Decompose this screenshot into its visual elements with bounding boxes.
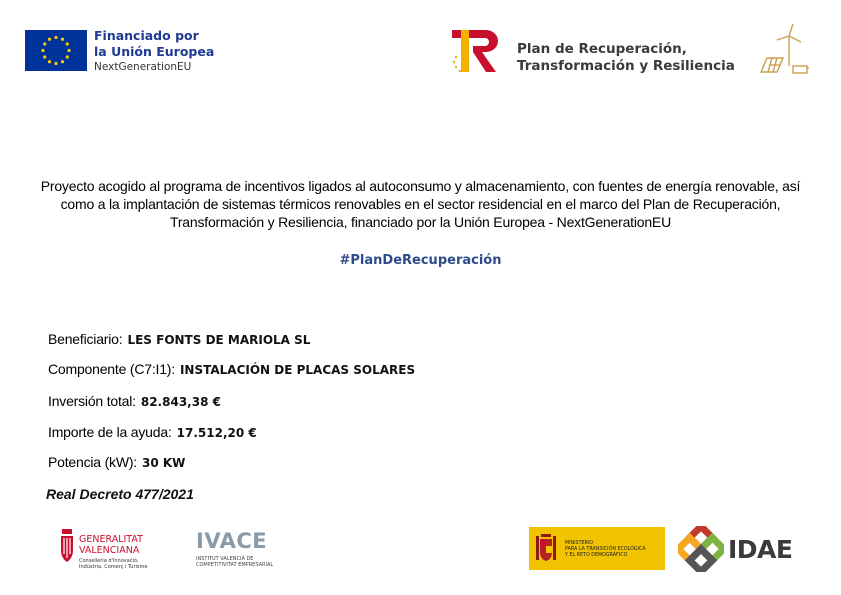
eu-star: [61, 38, 64, 41]
project-description: Proyecto acogido al programa de incentivos ligados al autoconsumo y almacenamiento, con fuentes de energía renovable, así como a la implantación de sistemas térmicos renovables en el sector residencial en el marco del Plan de Recuperación, Transformación y Resiliencia, financiado por la Unión Europea - NextGenerationEU: [40, 178, 801, 230]
detail-value: 17.512,20 €: [176, 426, 257, 440]
eu-star: [61, 60, 64, 63]
eu-funding-line-3: NextGenerationEU: [94, 61, 192, 73]
eu-star: [48, 38, 51, 41]
prtr-title-line-2: Transformación y Resiliencia: [517, 58, 735, 74]
detail-value: 30 KW: [142, 456, 186, 470]
prtr-logo: [450, 27, 506, 75]
eu-funding-line-1: Financiado por: [94, 28, 199, 43]
detail-row-beneficiario: [48, 331, 310, 347]
eu-star: [54, 36, 57, 39]
detail-row-importe: [48, 424, 257, 440]
ivace-line-1: INSTITUT VALENCIÀ DE: [196, 556, 254, 562]
detail-label: Inversión total:: [48, 393, 136, 409]
ivace-line-2: COMPETITIVITAT EMPRESARIAL: [196, 562, 274, 568]
gva-line-4: Indústria, Comerç i Turisme: [79, 564, 148, 570]
detail-label: Componente (C7:I1):: [48, 361, 175, 377]
detail-label: Beneficiario:: [48, 331, 123, 347]
detail-row-componente: [48, 361, 415, 377]
eu-funding-line-2: la Unión Europea: [94, 44, 215, 59]
detail-label: Potencia (kW):: [48, 454, 137, 470]
eu-star: [66, 42, 69, 45]
eu-star: [48, 60, 51, 63]
windmill-solar-icon: [757, 22, 813, 78]
idae-logo-word: IDAE: [728, 535, 793, 564]
eu-flag-logo: [25, 30, 87, 71]
eu-star: [54, 62, 57, 65]
gva-line-3: Conselleria d'Innovació,: [79, 558, 139, 564]
generalitat-shield-icon: [59, 527, 75, 567]
spain-coat-of-arms-icon: [533, 530, 559, 567]
gva-line-2: VALENCIANA: [79, 545, 140, 556]
ministerio-line-2: PARA LA TRANSICIÓN ECOLÓGICA: [565, 547, 646, 552]
eu-star: [43, 55, 46, 58]
idae-knot-icon: [678, 526, 724, 572]
eu-star: [66, 55, 69, 58]
hashtag: #PlanDeRecuperación: [339, 253, 502, 268]
decree-reference: Real Decreto 477/2021: [46, 486, 194, 502]
detail-row-inversion: [48, 393, 221, 409]
detail-value: 82.843,38 €: [140, 395, 221, 409]
detail-label: Importe de la ayuda:: [48, 424, 172, 440]
detail-value: INSTALACIÓN DE PLACAS SOLARES: [179, 363, 416, 377]
ivace-logo-word: IVACE: [196, 529, 268, 553]
detail-value: LES FONTS DE MARIOLA SL: [127, 333, 311, 347]
ministerio-line-3: Y EL RETO DEMOGRÁFICO: [565, 553, 628, 558]
detail-row-potencia: [48, 454, 185, 470]
eu-star: [43, 42, 46, 45]
eu-star: [41, 49, 44, 52]
eu-star: [67, 49, 70, 52]
prtr-title-line-1: Plan de Recuperación,: [517, 41, 687, 57]
gva-line-1: GENERALITAT: [79, 534, 143, 545]
ministerio-line-1: MINISTERIO: [565, 541, 594, 546]
